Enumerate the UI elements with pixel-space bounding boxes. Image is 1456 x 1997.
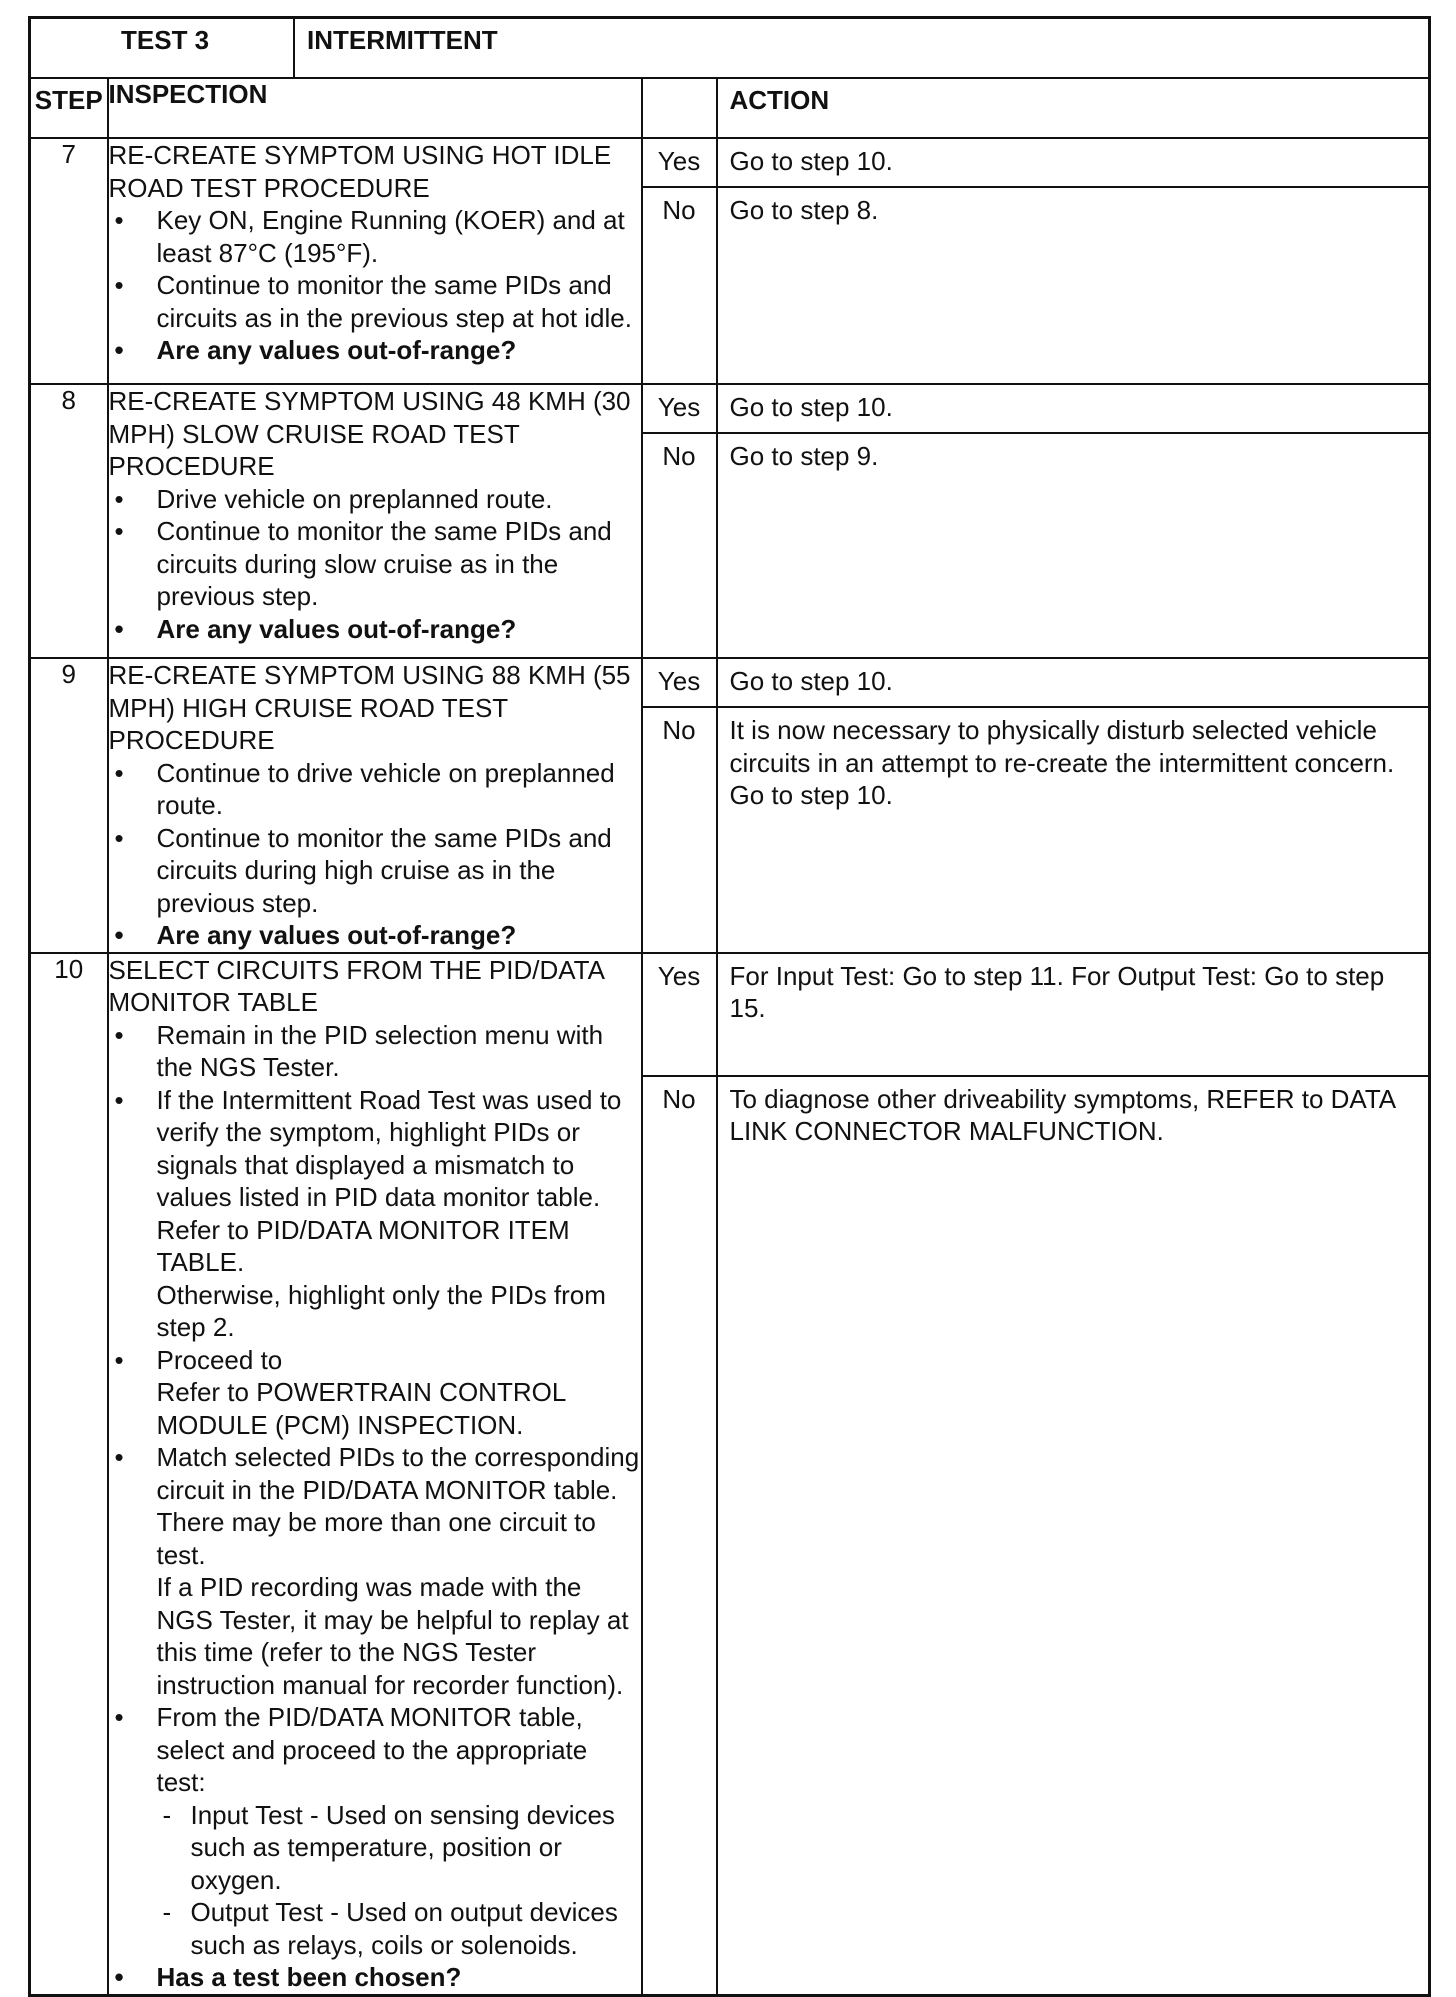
col-step-header: STEP — [30, 78, 108, 138]
no-label: No — [643, 1076, 717, 1994]
col-inspection-header: INSPECTION — [108, 78, 642, 138]
bullet-item: • Continue to drive vehicle on preplanned route. — [109, 757, 641, 822]
no-label: No — [643, 707, 717, 952]
step-title: RE-CREATE SYMPTOM USING 88 KMH (55 MPH) HIGH CRUISE ROAD TEST PROCEDURE — [108, 660, 631, 755]
column-header-row — [30, 78, 1430, 138]
step-inspection — [108, 953, 642, 1996]
bullet-item — [109, 1344, 641, 1442]
yes-action-line: Go to step 11. — [902, 960, 1064, 991]
bullet-item — [109, 1441, 641, 1701]
step-row — [30, 138, 1430, 384]
step-question: • Are any values out-of-range? — [109, 919, 641, 952]
bullet-text: • If the Intermittent Road Test was used to verify the symptom, highlight PIDs or signals that displayed a mismatch to values listed in PID data monitor table. — [156, 1084, 622, 1212]
step-row — [30, 658, 1430, 953]
no-action: It is now necessary to physically disturb selected vehicle circuits in an attempt to re-create the intermittent concern. — [729, 715, 1395, 778]
bullet-item — [109, 1084, 641, 1344]
step-number: 9 — [30, 658, 108, 953]
step-inspection — [108, 658, 642, 953]
bullet-item: • Continue to monitor the same PIDs and circuits during slow cruise as in the previous step. — [109, 515, 641, 613]
bullet-item: • Continue to monitor the same PIDs and circuits as in the previous step at hot idle. — [109, 269, 641, 334]
bullet-item: • Drive vehicle on preplanned route. — [109, 483, 641, 516]
yes-label: Yes — [643, 385, 717, 433]
step-title: RE-CREATE SYMPTOM USING 48 KMH (30 MPH) SLOW CRUISE ROAD TEST PROCEDURE — [108, 386, 631, 481]
diagnostic-table-document — [28, 16, 1428, 1992]
bullet-text: • From the PID/DATA MONITOR table, select and proceed to the appropriate test: — [156, 1702, 588, 1797]
step-number: 10 — [30, 953, 108, 1996]
bullet-text: There may be more than one circuit to test. — [156, 1507, 596, 1570]
step-number: 8 — [30, 384, 108, 658]
no-label: No — [643, 187, 717, 383]
bullet-item — [109, 1701, 641, 1961]
yes-action: Go to step 10. — [717, 385, 1428, 433]
step-inspection — [108, 138, 642, 384]
step-row — [30, 384, 1430, 658]
yes-action: Go to step 10. — [717, 139, 1428, 187]
step-inspection — [108, 384, 642, 658]
no-label: No — [643, 433, 717, 657]
bullet-item: • Key ON, Engine Running (KOER) and at least 87°C (195°F). — [109, 204, 641, 269]
bullet-item: • Continue to monitor the same PIDs and circuits during high cruise as in the previous step. — [109, 822, 641, 920]
yes-label: Yes — [643, 954, 717, 1076]
step-row — [30, 953, 1430, 1996]
no-action: Go to step 9. — [729, 441, 879, 471]
no-action: Go to step 8. — [729, 195, 879, 225]
yes-action: Go to step 10. — [717, 659, 1428, 707]
yes-label: Yes — [643, 659, 717, 707]
bullet-text: Refer to POWERTRAIN CONTROL MODULE (PCM) INSPECTION. — [156, 1377, 566, 1440]
bullet-item: • Remain in the PID selection menu with the NGS Tester. — [109, 1019, 641, 1084]
bullet-text: Otherwise, highlight only the PIDs from step 2. — [156, 1279, 606, 1342]
diagnostic-table — [28, 16, 1431, 1997]
step-title: SELECT CIRCUITS FROM THE PID/DATA MONITOR TABLE — [108, 954, 604, 1017]
yes-action-line: For Output Test: — [1071, 960, 1258, 991]
no-action-goto: Go to step 10. — [729, 780, 893, 810]
step-question: • Are any values out-of-range? — [109, 334, 641, 367]
bullet-text: Refer to PID/DATA MONITOR ITEM TABLE. — [156, 1214, 570, 1277]
no-action: To diagnose other driveability symptoms, REFER to DATA LINK CONNECTOR MALFUNCTION. — [729, 1083, 1395, 1146]
test-label: TEST 3 — [109, 19, 294, 77]
step-title: RE-CREATE SYMPTOM USING HOT IDLE ROAD TEST PROCEDURE — [108, 140, 612, 203]
bullet-text: If a PID recording was made with the NGS Tester, it may be helpful to replay at this time (refer to the NGS Tester instruction manual for recorder function). — [156, 1572, 629, 1700]
yes-action-line: Go to step 15. — [729, 960, 1385, 1023]
test-name: INTERMITTENT — [307, 25, 498, 55]
test-header-row — [30, 18, 1430, 79]
yes-label: Yes — [643, 139, 717, 187]
sub-bullet-item: - Input Test - Used on sensing devices such as temperature, position or oxygen. — [157, 1799, 641, 1897]
step-question: • Are any values out-of-range? — [109, 613, 641, 646]
sub-bullet-item: - Output Test - Used on output devices such as relays, coils or solenoids. — [157, 1896, 641, 1961]
col-action-header: ACTION — [717, 79, 1428, 137]
yes-action-line: For Input Test: — [729, 960, 896, 991]
bullet-text: • Proceed to — [156, 1344, 283, 1375]
bullet-text: • Match selected PIDs to the corresponding circuit in the PID/DATA MONITOR table. — [156, 1442, 640, 1505]
step-number: 7 — [30, 138, 108, 384]
step-question: • Has a test been chosen? — [109, 1961, 641, 1994]
